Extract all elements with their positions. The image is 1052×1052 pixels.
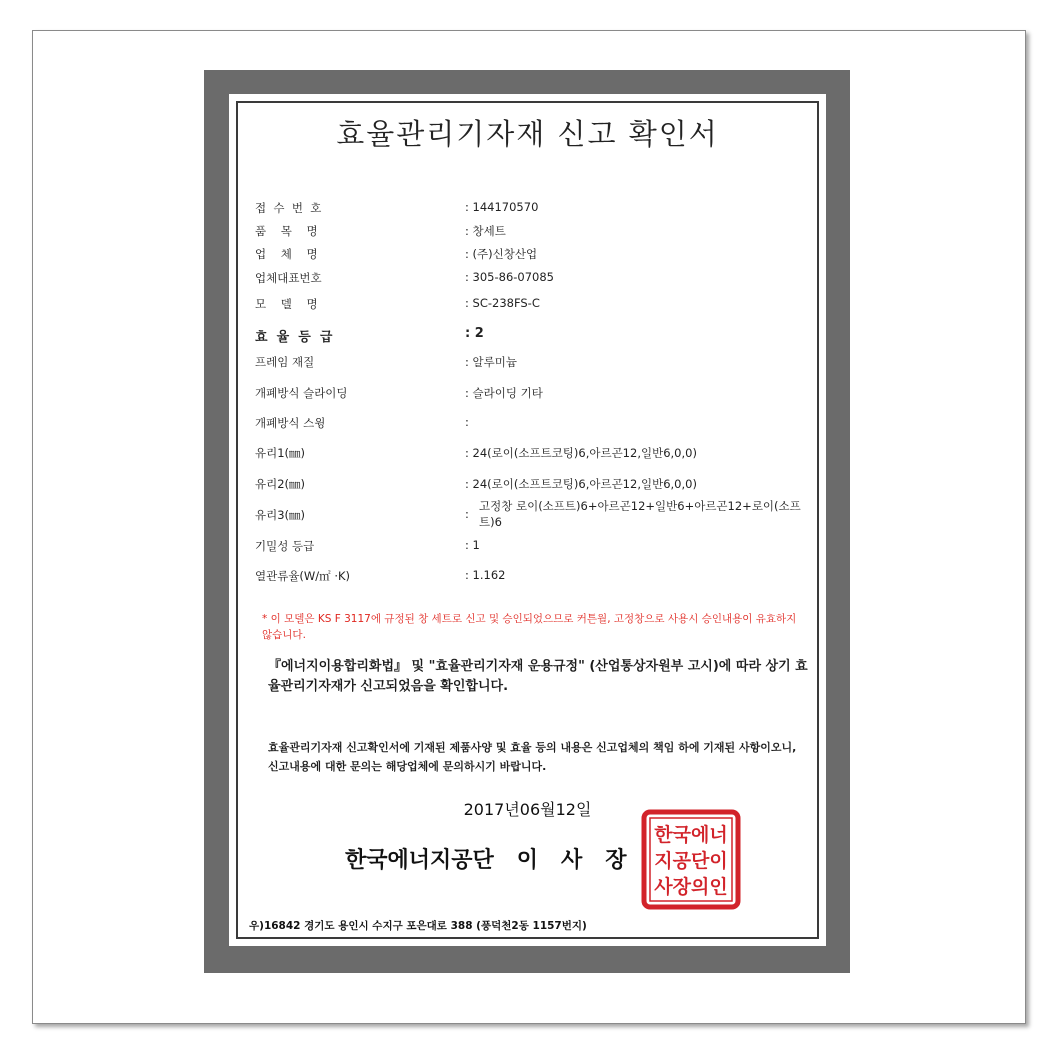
seal-line-1: 한국에너 — [654, 824, 728, 846]
field-value: : 알루미늄 — [465, 355, 517, 369]
field-label: 기밀성 등급 — [255, 539, 315, 553]
field-value: : 슬라이딩 기타 — [465, 386, 543, 400]
field-label: 모 델 명 — [255, 297, 318, 311]
field-value: : 24(로이(소프트코팅)6,아르곤12,일반6,0,0) — [465, 446, 697, 460]
field-label: 품 목 명 — [255, 224, 318, 238]
field-label: 업 체 명 — [255, 247, 318, 261]
field-label: 열관류율(W/㎡ ·K) — [255, 569, 351, 583]
glass-3-text: 고정창 로이(소프트)6+아르곤12+일반6+아르곤12+로이(소프트)6 — [479, 499, 801, 529]
field-label: 개폐방식 스윙 — [255, 416, 326, 430]
seal-line-3: 사장의인 — [654, 876, 728, 898]
field-label: 개폐방식 슬라이딩 — [255, 386, 348, 400]
field-value: : SC-238FS-C — [465, 296, 540, 310]
field-value: : 1.162 — [465, 568, 506, 582]
confirmation-paragraph: 『에너지이용합리화법』 및 "효율관리기자재 운용규정" (산업통상자원부 고시)에 따라 상기 효율관리기자재가 신고되었음을 확인합니다. — [268, 659, 808, 694]
seal-line-2: 지공단이 — [654, 850, 728, 872]
field-label: 효 율 등 급 — [255, 330, 333, 345]
disclaimer-paragraph: 효율관리기자재 신고확인서에 기재된 제품사양 및 효율 등의 내용은 신고업체의 책임 하에 기재된 사항이오니, 신고내용에 대한 문의는 해당업체에 문의하시기 바랍니다. — [268, 741, 797, 773]
field-label: 유리3(㎜) — [255, 508, 306, 522]
field-label: 업체대표번호 — [255, 271, 322, 285]
field-label: 유리2(㎜) — [255, 477, 306, 491]
field-glass-3-value — [465, 498, 810, 530]
address-footer: 우)16842 경기도 용인시 수지구 포은대로 388 (풍덕천2동 1157번지) — [249, 920, 587, 932]
red-notice: * 이 모델은 KS F 3117에 규정된 창 세트로 신고 및 승인되었으므로 커튼월, 고정창으로 사용시 승인내용이 유효하지 않습니다. — [262, 613, 797, 641]
field-value: : 2 — [465, 326, 484, 341]
field-value: : 1 — [465, 538, 480, 552]
issue-date: 2017년06월12일 — [463, 800, 592, 819]
field-label: 접 수 번 호 — [255, 201, 322, 215]
field-value: : — [465, 507, 469, 521]
field-value: : 144170570 — [465, 200, 539, 214]
issuer-name: 한국에너지공단 이 사 장 — [345, 848, 627, 873]
field-label: 유리1(㎜) — [255, 446, 306, 460]
field-value: : 창세트 — [465, 224, 506, 238]
field-value: : 305-86-07085 — [465, 270, 554, 284]
certificate-title: 효율관리기자재 신고 확인서 — [336, 117, 719, 151]
official-seal-icon — [641, 809, 741, 910]
field-value: : 24(로이(소프트코팅)6,아르곤12,일반6,0,0) — [465, 477, 697, 491]
field-value: : — [465, 415, 469, 429]
field-label: 프레임 재질 — [255, 355, 315, 369]
field-value: : (주)신창산업 — [465, 247, 538, 261]
